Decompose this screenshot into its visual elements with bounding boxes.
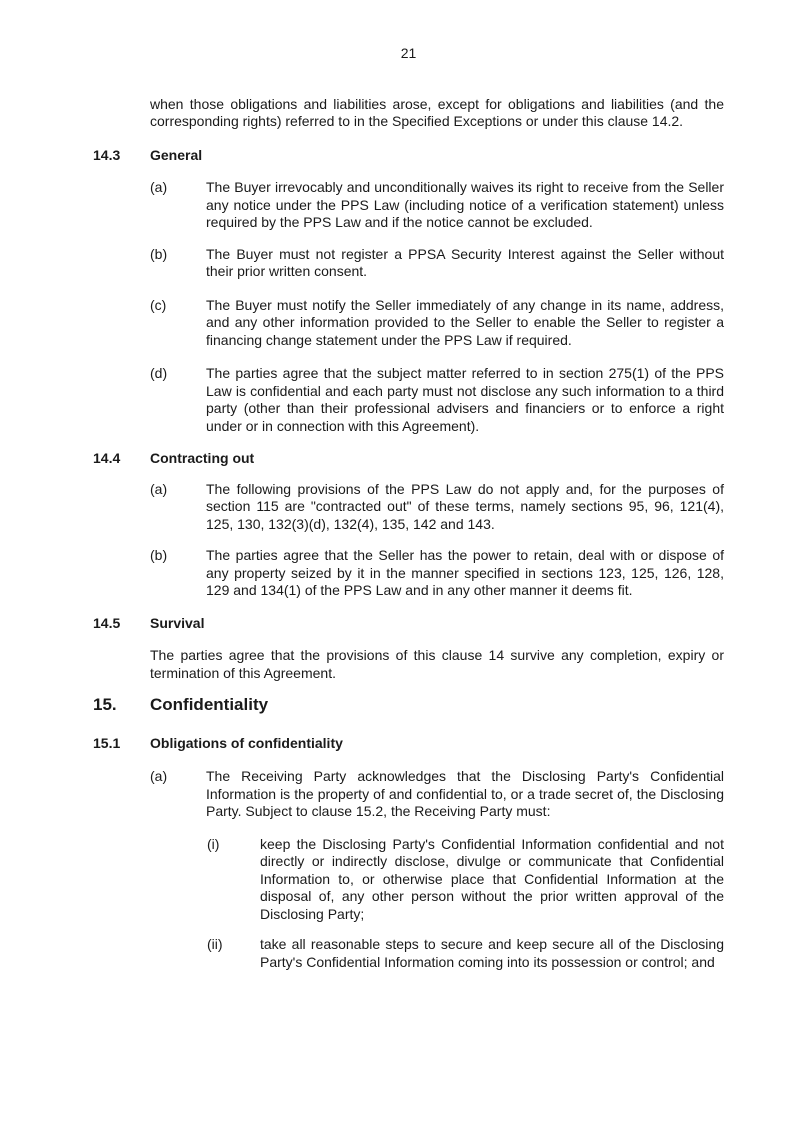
clause-title: Confidentiality	[150, 695, 269, 714]
list-item	[150, 768, 793, 821]
list-item-text: The Buyer irrevocably and unconditionally waives its right to receive from the Seller any notice under the PPS Law (including notice of a verification statement) unless required by the PPS Law and if the notice cannot be excluded.	[206, 179, 724, 230]
list-item-label: (a)	[150, 768, 168, 784]
list-item	[150, 547, 793, 600]
intro-continuation-paragraph: when those obligations and liabilities arose, except for obligations and liabilities (and the corresponding rights) referred to in the Specified Exceptions or under this clause 14.2.	[150, 95, 724, 129]
clause-number: 14.3	[93, 146, 121, 163]
sub-list-item-text: take all reasonable steps to secure and keep secure all of the Disclosing Party's Confidential Information coming into its possession or control; and	[260, 936, 724, 970]
clause-heading-14-4	[93, 450, 793, 468]
list-item-text: The Buyer must notify the Seller immediately of any change in its name, address, and any other information provided to the Seller to enable the Seller to register a financing change statement under the PPS Law if required.	[206, 296, 724, 348]
clause-heading-14-3	[93, 147, 793, 165]
clause-title: Contracting out	[150, 450, 255, 466]
sub-list-item-text: keep the Disclosing Party's Confidential Information confidential and not directly or indirectly disclose, divulge or communicate that Confidential Information to, or otherwise place that Confidential Information at the disposal of, any other person without the prior written approval of the Disclosing Party;	[260, 835, 724, 922]
list-item-text: The parties agree that the subject matter referred to in section 275(1) of the PPS Law is confidential and each party must not disclose any such information to a third party (other than their professional advisers and financiers or to enforce a right under or in connection with this Agreement).	[206, 365, 724, 434]
list-item	[150, 481, 793, 534]
list-item	[150, 297, 793, 350]
sub-list-item	[207, 836, 793, 924]
list-item-label: (c)	[150, 296, 167, 313]
list-item	[150, 246, 793, 281]
clause-number: 15.	[93, 695, 117, 714]
page-number: 21	[400, 45, 417, 61]
sub-list-item-label: (ii)	[207, 936, 223, 952]
clause-heading-15-1	[93, 735, 793, 753]
clause-heading-15	[93, 694, 793, 716]
list-item-text: The Buyer must not register a PPSA Security Interest against the Seller without their prior written consent.	[206, 245, 724, 279]
clause-title: General	[150, 146, 203, 163]
list-item-label: (d)	[150, 365, 168, 381]
sub-list-item	[207, 936, 793, 971]
clause-title: Obligations of confidentiality	[150, 734, 343, 751]
list-item-text: The Receiving Party acknowledges that the Disclosing Party's Confidential Information is the property of and confidential to, or a trade secret of, the Disclosing Party. Subject to clause 15.2, the Receiving Party must:	[206, 768, 724, 819]
list-item-label: (a)	[150, 179, 168, 195]
sub-list-item-label: (i)	[207, 835, 220, 852]
list-item	[150, 179, 793, 232]
clause-heading-14-5	[93, 615, 793, 633]
list-item-text: The following provisions of the PPS Law do not apply and, for the purposes of section 115 are "contracted out" of these terms, namely sections 95, 96, 121(4), 125, 130, 132(3)(d), 132(4), 135, 142 and 143.	[206, 480, 724, 532]
clause-number: 14.4	[93, 450, 121, 466]
list-item-label: (a)	[150, 480, 168, 497]
clause-paragraph: The parties agree that the provisions of this clause 14 survive any completion, expiry or termination of this Agreement.	[150, 647, 724, 681]
list-item	[150, 365, 793, 435]
clause-number: 14.5	[93, 614, 121, 631]
clause-title: Survival	[150, 614, 205, 631]
clause-number: 15.1	[93, 734, 121, 751]
list-item-label: (b)	[150, 547, 168, 563]
list-item-label: (b)	[150, 245, 168, 262]
list-item-text: The parties agree that the Seller has the power to retain, deal with or dispose of any property seized by it in the manner specified in sections 123, 125, 126, 128, 129 and 134(1) of the PPS Law and in any other manner it deems fit.	[206, 547, 724, 598]
